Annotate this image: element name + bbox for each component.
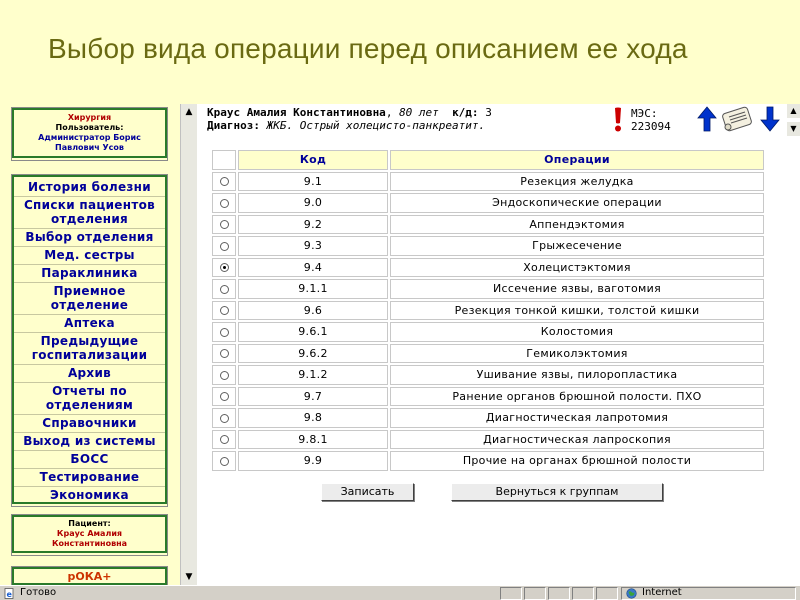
kd-label: к/д: [452,106,479,119]
table-row[interactable] [212,301,764,321]
operation-radio[interactable] [220,220,229,229]
menu-item-admission[interactable]: Приемное отделение [14,283,165,315]
header-code: Код [238,150,388,170]
operation-name: Иссечение язвы, ваготомия [390,279,764,299]
radio-cell [212,365,236,385]
svg-text:e: e [6,590,12,599]
patient-name-line1: Краус Амалия [56,529,123,538]
operation-code: 9.9 [238,451,388,471]
menu-item-nurses[interactable]: Мед. сестры [14,247,165,265]
operation-radio[interactable] [220,285,229,294]
radio-cell [212,451,236,471]
radio-cell [212,344,236,364]
menu-item-select-department[interactable]: Выбор отделения [14,229,165,247]
operation-code: 9.6.1 [238,322,388,342]
left-frame [0,104,197,585]
operation-radio[interactable] [220,349,229,358]
operation-radio[interactable] [220,306,229,315]
user-name: Павлович Усов [55,143,124,152]
radio-cell [212,301,236,321]
operation-name: Диагностическая лапротомия [390,408,764,428]
menu-item-testing[interactable]: Тестирование [14,469,165,487]
operation-name: Резекция тонкой кишки, толстой кишки [390,301,764,321]
department-label: Хирургия [67,113,112,122]
operation-radio[interactable] [220,242,229,251]
zone-text: Internet [642,587,682,598]
operation-name: Диагностическая лапроскопия [390,430,764,450]
user-label: Пользователь: [55,123,124,132]
logo-box [11,566,168,585]
operation-name: Резекция желудка [390,172,764,192]
user-info-box [11,107,168,161]
operation-name: Ранение органов брюшной полости. ПХО [390,387,764,407]
kd-value: 3 [485,106,492,119]
operation-radio[interactable] [220,457,229,466]
operation-code: 9.3 [238,236,388,256]
scroll-document-icon[interactable] [720,105,754,133]
patient-header-name: Краус Амалия Константиновна [207,106,386,119]
menu-item-economics[interactable]: Экономика [50,488,129,502]
left-scrollbar[interactable] [180,104,197,585]
menu-item-boss[interactable]: БОСС [14,451,165,469]
status-panel [572,587,594,600]
save-button[interactable]: Записать [321,483,414,501]
operation-name: Грыжесечение [390,236,764,256]
menu-item-department-reports[interactable]: Отчеты по отделениям [14,383,165,415]
operation-radio[interactable] [220,263,229,272]
patient-box [11,514,168,556]
operation-code: 9.8.1 [238,430,388,450]
table-row[interactable] [212,365,764,385]
operation-radio[interactable] [220,328,229,337]
scroll-up-arrow-icon[interactable]: ▲ [181,104,197,120]
table-row[interactable] [212,430,764,450]
arrow-down-icon[interactable] [760,106,780,132]
operations-table [210,148,766,473]
header-radio-col [212,150,236,170]
back-to-groups-button[interactable]: Вернуться к группам [451,483,663,501]
menu-item-previous-hospitalizations[interactable]: Предыдущие госпитализации [14,333,165,365]
patient-header-age: 80 лет [399,106,439,119]
table-row[interactable] [212,172,764,192]
operation-name: Холецистэктомия [390,258,764,278]
table-header-row [212,150,764,170]
mes-block [631,107,671,133]
operation-radio[interactable] [220,199,229,208]
status-panel [548,587,570,600]
content-frame [199,104,800,585]
operation-code: 9.2 [238,215,388,235]
operation-code: 9.4 [238,258,388,278]
operation-name: Гемиколэктомия [390,344,764,364]
radio-cell [212,258,236,278]
patient-header-line1: Краус Амалия Константиновна, 80 лет к/д: 3 [207,106,492,119]
radio-cell [212,387,236,407]
menu-item-archive[interactable]: Архив [14,365,165,383]
menu-item-pharmacy[interactable]: Аптека [14,315,165,333]
operation-name: Колостомия [390,322,764,342]
radio-cell [212,193,236,213]
globe-icon [626,588,637,599]
operation-name: Ушивание язвы, пилоропластика [390,365,764,385]
operation-name: Прочие на органах брюшной полости [390,451,764,471]
patient-header-line2 [207,119,485,132]
diagnosis-text: ЖКБ. Острый холецисто-панкреатит. [266,119,486,132]
header-scroll-down-icon[interactable]: ▼ [787,122,800,136]
operation-code: 9.1.2 [238,365,388,385]
radio-cell [212,172,236,192]
operation-code: 9.8 [238,408,388,428]
radio-cell [212,236,236,256]
arrow-up-icon[interactable] [697,106,717,132]
status-bar [0,585,800,600]
operation-radio[interactable] [220,414,229,423]
menu-item-paraclinic[interactable]: Параклиника [14,265,165,283]
header-operation: Операции [390,150,764,170]
diagnosis-label: Диагноз: [207,119,260,132]
menu-item-patient-lists[interactable]: Списки пациентов отделения [14,197,165,229]
table-row[interactable] [212,215,764,235]
status-panel [524,587,546,600]
slide-title-area [0,0,800,104]
scroll-down-arrow-icon[interactable]: ▼ [181,569,197,585]
status-panel [596,587,618,600]
operation-radio[interactable] [220,392,229,401]
header-scroll-up-icon[interactable]: ▲ [787,104,800,118]
radio-cell [212,279,236,299]
patient-name-line2: Константиновна [51,539,128,548]
radio-cell [212,430,236,450]
mes-value: 223094 [631,120,671,133]
table-row[interactable] [212,451,764,471]
table-row[interactable] [212,193,764,213]
table-row[interactable] [212,258,764,278]
operation-code: 9.6.2 [238,344,388,364]
status-text: Готово [20,587,57,598]
table-row[interactable] [212,408,764,428]
menu-item-medical-history[interactable]: История болезни [14,179,165,197]
status-panel [500,587,522,600]
table-row[interactable] [212,344,764,364]
slide-title: Выбор вида операции перед описанием ее хода [48,33,688,64]
menu-item-references[interactable]: Справочники [14,415,165,433]
radio-cell [212,322,236,342]
patient-label: Пациент: [68,519,111,528]
radio-cell [212,215,236,235]
app-logo: рОКА+ [12,567,167,585]
table-row[interactable] [212,236,764,256]
operation-code: 9.1 [238,172,388,192]
operation-code: 9.0 [238,193,388,213]
menu-item-logout[interactable]: Выход из системы [14,433,165,451]
ie-page-icon [4,588,15,599]
operation-name: Эндоскопические операции [390,193,764,213]
operation-code: 9.7 [238,387,388,407]
user-role: Администратор Борис [38,133,141,142]
operations-table-body [212,172,764,471]
operation-name: Аппендэктомия [390,215,764,235]
radio-cell [212,408,236,428]
operation-code: 9.1.1 [238,279,388,299]
table-row[interactable] [212,322,764,342]
table-row[interactable] [212,279,764,299]
operation-radio[interactable] [220,177,229,186]
mes-label: МЭС: [631,107,658,120]
alert-icon [609,107,627,133]
operation-code: 9.6 [238,301,388,321]
operation-radio[interactable] [220,435,229,444]
table-row[interactable] [212,387,764,407]
operation-radio[interactable] [220,371,229,380]
main-menu [11,174,168,507]
